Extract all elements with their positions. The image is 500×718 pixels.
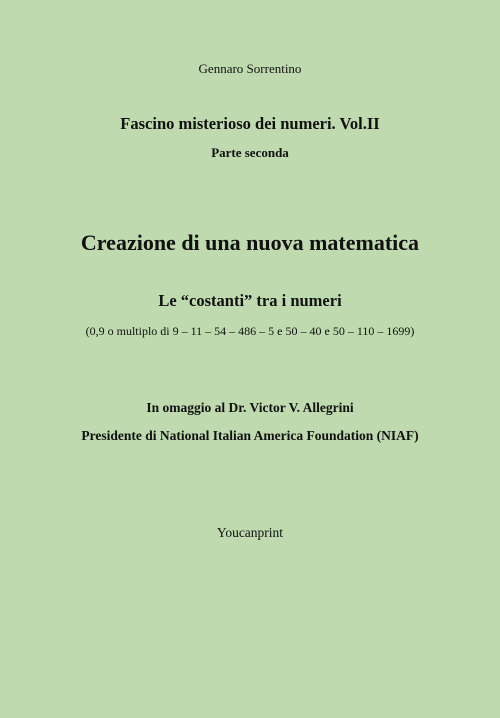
series-title: Fascino misterioso dei numeri. Vol.II [120, 114, 380, 133]
author-name: Gennaro Sorrentino [198, 61, 302, 76]
tribute-line-2: Presidente di National Italian America Foundation (NIAF) [81, 428, 419, 443]
publisher-name: Youcanprint [216, 525, 284, 540]
book-title: Creazione di una nuova matematica [80, 230, 420, 255]
tribute-line-1: In omaggio al Dr. Victor V. Allegrini [146, 400, 354, 415]
numbers-note: (0,9 o multiplo di 9 – 11 – 54 – 486 – 5 e 50 – 40 e 50 – 110 – 1699) [85, 324, 415, 338]
book-subtitle: Le “costanti” tra i numeri [158, 291, 342, 310]
part-label: Parte seconda [211, 145, 289, 160]
